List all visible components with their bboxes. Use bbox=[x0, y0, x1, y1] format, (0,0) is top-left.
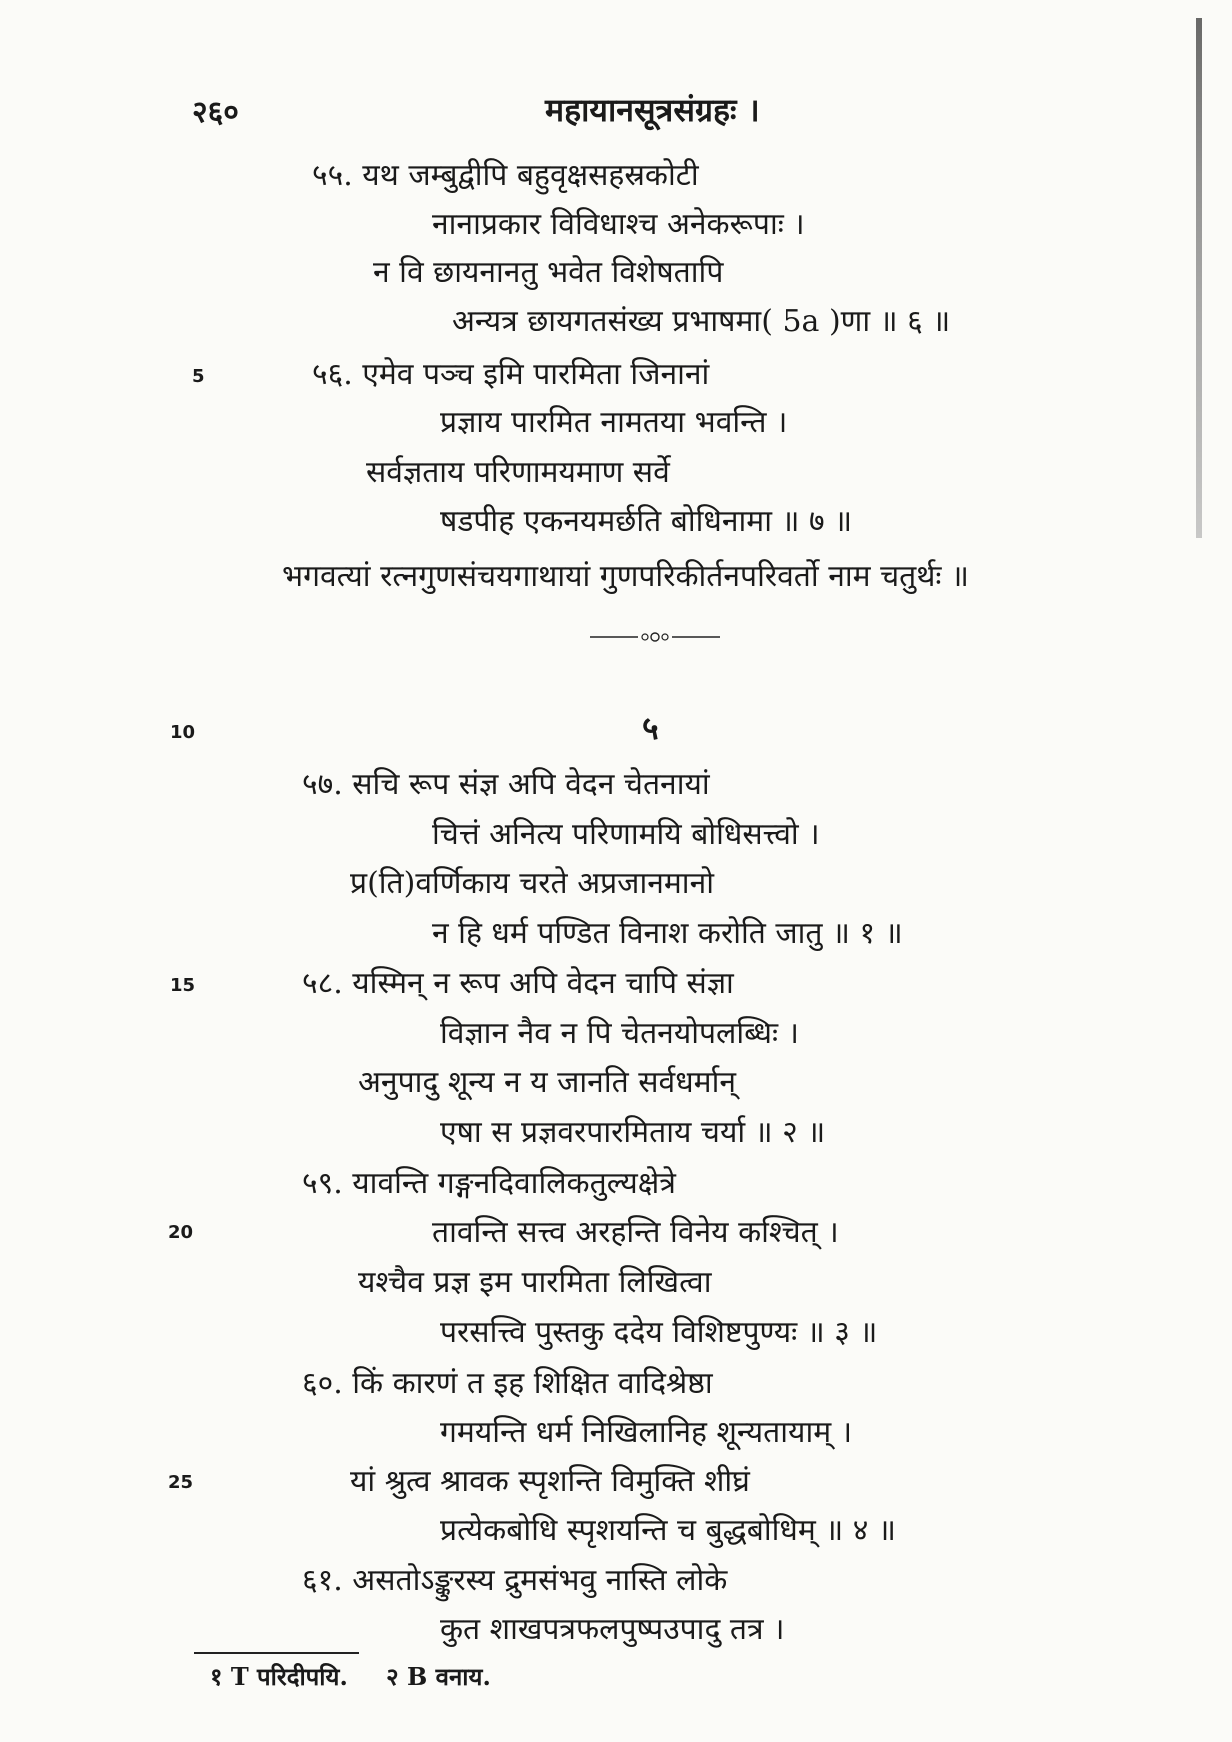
chapter-colophon: भगवत्यां रत्नगुणसंचयगाथायां गुणपरिकीर्तनपरिवर्तो नाम चतुर्थः ॥ bbox=[282, 559, 969, 594]
verse-line: गमयन्ति धर्म निखिलानिह शून्यतायाम् । bbox=[440, 1415, 853, 1450]
verse-line: ५८. यस्मिन् न रूप अपि वेदन चापि संज्ञा bbox=[302, 966, 734, 1001]
verse-line: प्रज्ञाय पारमित नामतया भवन्ति । bbox=[440, 405, 788, 440]
verse-line: यां श्रुत्व श्रावक स्पृशन्ति विमुक्ति शीघ्रं bbox=[350, 1464, 750, 1499]
verse-line: चित्तं अनित्य परिणामयि बोधिसत्त्वो । bbox=[432, 817, 820, 852]
verse-line: ५९. यावन्ति गङ्गनदिवालिकतुल्यक्षेत्रे bbox=[302, 1166, 676, 1201]
line-number: 10 bbox=[170, 722, 196, 743]
verse-line: ६०. किं कारणं त इह शिक्षित वादिश्रेष्ठा bbox=[302, 1366, 713, 1401]
verse-line: नानाप्रकार विविधाश्च अनेकरूपाः । bbox=[432, 207, 805, 242]
verse-line: न हि धर्म पण्डित विनाश करोति जातु ॥ १ ॥ bbox=[432, 916, 903, 951]
verse-line: अन्यत्र छायगतसंख्य प्रभाषमा( 5a )णा ॥ ६ ॥ bbox=[452, 304, 951, 339]
verse-line: न वि छायनानतु भवेत विशेषतापि bbox=[373, 255, 724, 290]
verse-line: कुत शाखपत्रफलपुष्पउपादु तत्र । bbox=[440, 1612, 785, 1647]
verse-line: विज्ञान नैव न पि चेतनयोपलब्धिः । bbox=[440, 1016, 799, 1051]
verse-line: परसत्त्वि पुस्तकु ददेय विशिष्टपुण्यः ॥ ३ ॥ bbox=[440, 1315, 878, 1350]
verse-line: ६१. असतोऽङ्कुरस्य द्रुमसंभवु नास्ति लोके bbox=[302, 1563, 728, 1598]
page-number: २६० bbox=[192, 95, 239, 130]
verse-line: ५७. सचि रूप संज्ञ अपि वेदन चेतनायां bbox=[302, 767, 710, 802]
verse-line: षडपीह एकनयमर्छति बोधिनामा ॥ ७ ॥ bbox=[440, 504, 853, 539]
line-number: 20 bbox=[168, 1222, 194, 1243]
footnote: २ B वनाय. bbox=[386, 1662, 491, 1691]
binding-edge bbox=[1196, 18, 1202, 538]
footnotes bbox=[210, 1660, 521, 1693]
chapter-number: ५ bbox=[642, 709, 659, 747]
running-title: महायानसूत्रसंग्रहः । bbox=[545, 91, 760, 129]
footnote: १ T परिदीपयि. bbox=[210, 1662, 348, 1691]
ornamental-divider bbox=[590, 627, 720, 647]
line-number: 25 bbox=[168, 1472, 194, 1493]
verse-line: यश्चैव प्रज्ञ इम पारमिता लिखित्वा bbox=[358, 1265, 712, 1300]
verse-line: प्र(ति)वर्णिकाय चरते अप्रजानमानो bbox=[350, 866, 714, 901]
verse-line: अनुपादु शून्य न य जानति सर्वधर्मान् bbox=[358, 1065, 737, 1100]
verse-line: प्रत्येकबोधि स्पृशयन्ति च बुद्धबोधिम् ॥ ४ ॥ bbox=[440, 1513, 896, 1548]
verse-line: एषा स प्रज्ञवरपारमिताय चर्या ॥ २ ॥ bbox=[440, 1115, 826, 1150]
line-number: 5 bbox=[192, 366, 205, 387]
footnote-rule bbox=[194, 1652, 359, 1654]
verse-line: सर्वज्ञताय परिणामयमाण सर्वे bbox=[366, 455, 670, 490]
verse-line: तावन्ति सत्त्व अरहन्ति विनेय कश्चित् । bbox=[432, 1215, 839, 1250]
line-number: 15 bbox=[170, 975, 196, 996]
verse-line: ५६. एमेव पञ्च इमि पारमिता जिनानां bbox=[312, 357, 710, 392]
verse-line: ५५. यथ जम्बुद्वीपि बहुवृक्षसहस्रकोटी bbox=[312, 158, 699, 193]
